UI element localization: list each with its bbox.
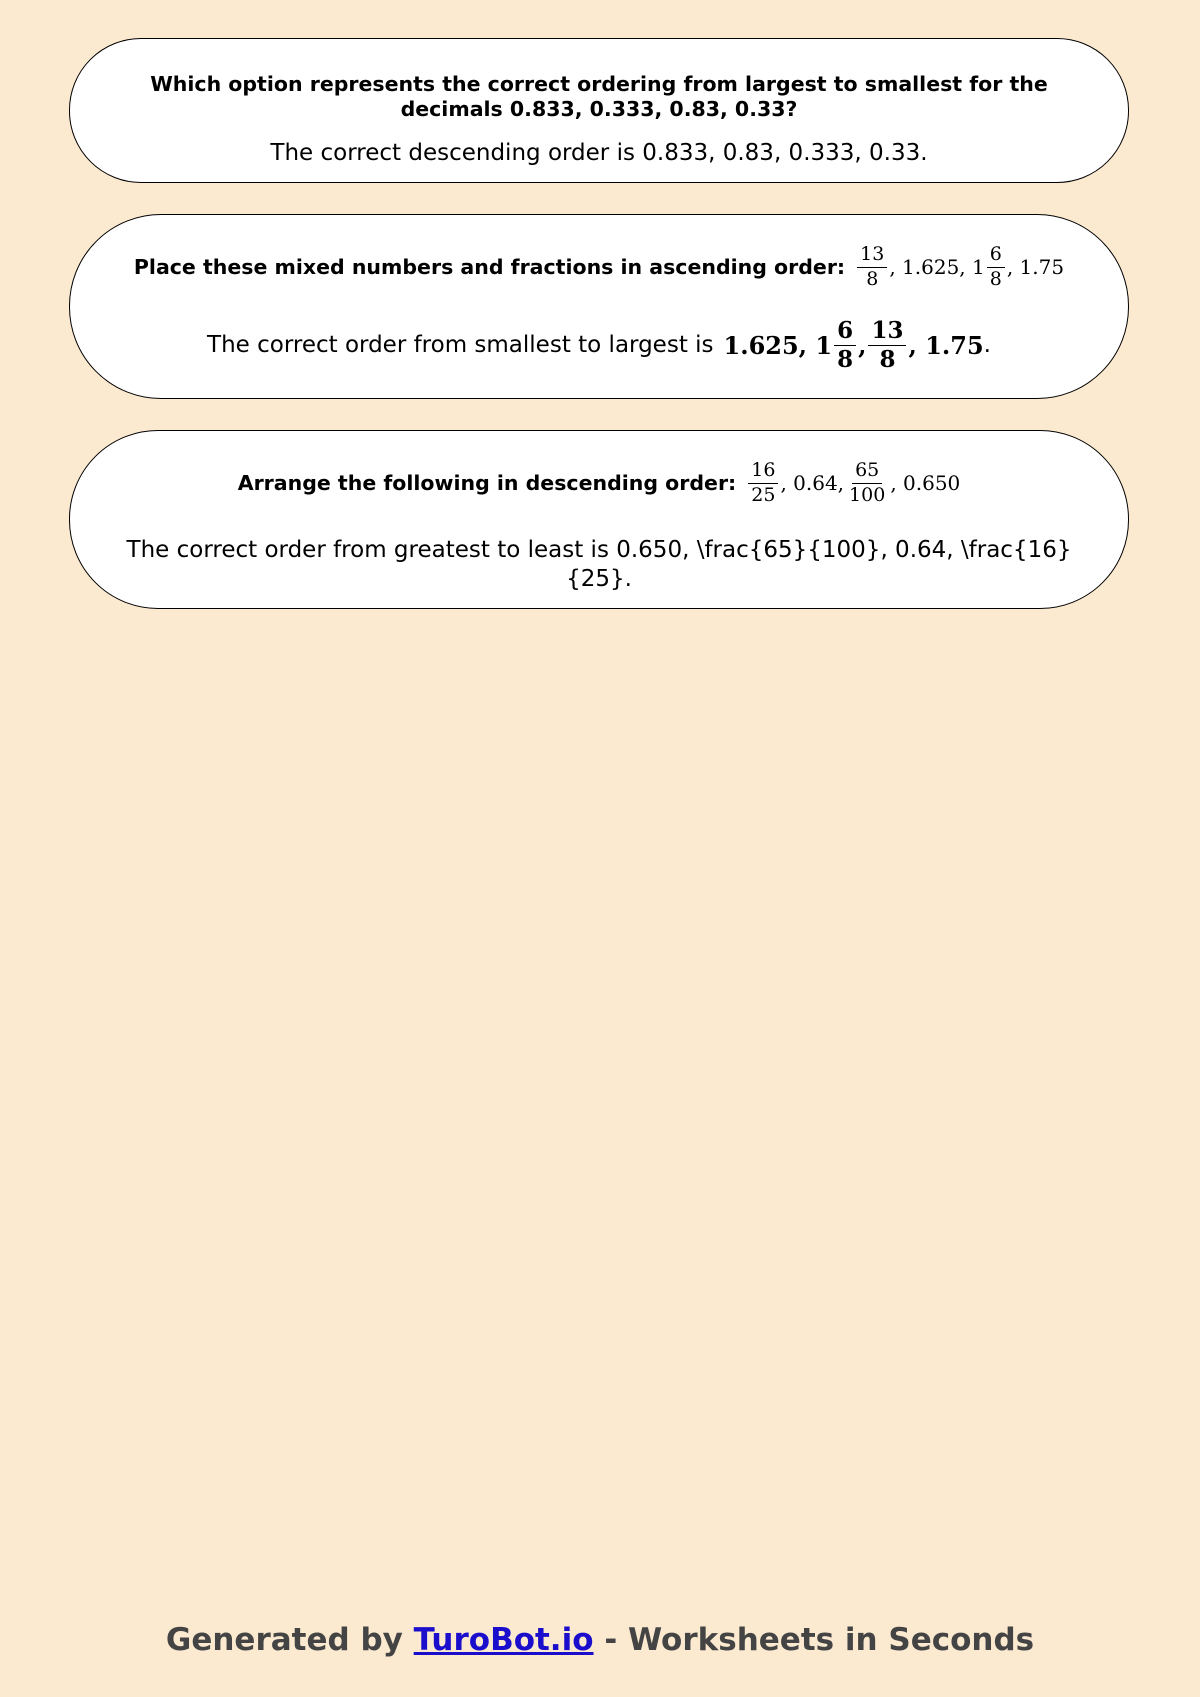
question-card-1 [69, 38, 1129, 183]
fraction: $\frac{6}{8}$ [834, 319, 856, 372]
fraction: $\frac{13}{8}$ [857, 245, 887, 290]
question-line [90, 461, 1108, 506]
fraction: $\frac{6}{8}$ [987, 245, 1005, 290]
question-card-3 [69, 430, 1129, 609]
question-text: Place these mixed numbers and fractions in ascending order: [133, 254, 846, 279]
answer-text: The correct order from smallest to largest is [207, 332, 714, 359]
footer-suffix: - Worksheets in Seconds [604, 1622, 1035, 1658]
answer-math: 1.625, 1 $\frac{6}{8}$ , $\frac{13}{8}$ , 1.75 [723, 317, 984, 374]
turobot-link[interactable]: TuroBot.io [413, 1622, 594, 1658]
question-text: Which option represents the correct ordering from largest to smallest for the decimals 0.833, 0.333, 0.83, 0.33? [150, 72, 1048, 121]
footer-prefix: Generated by [165, 1622, 403, 1658]
question-text: Arrange the following in descending order: [237, 470, 737, 495]
question-line [90, 245, 1108, 290]
question-math: $\frac{13}{8}$ , 1.625, 1 $\frac{6}{8}$ , 1.75 [855, 245, 1064, 290]
question-card-2 [69, 214, 1129, 399]
fraction: $\frac{16}{25}$ [748, 461, 778, 506]
answer-text: The correct descending order is 0.833, 0.83, 0.333, 0.33. [270, 140, 928, 166]
question-math: $\frac{16}{25}$ , 0.64, $\frac{65}{100}$ , 0.650 [746, 461, 960, 506]
fraction: $\frac{65}{100}$ [849, 459, 886, 506]
answer-line: The correct order from smallest to largest is 1.625, 1 $\frac{6}{8}$ , $\frac{13}{8}$ , 1.75 . [207, 317, 991, 374]
footer [0, 1622, 1200, 1658]
answer-text: The correct order from greatest to least is 0.650, \frac{65}{100}, 0.64, \frac{16}{25}. [126, 537, 1072, 592]
fraction: $\frac{13}{8}$ [868, 319, 906, 372]
